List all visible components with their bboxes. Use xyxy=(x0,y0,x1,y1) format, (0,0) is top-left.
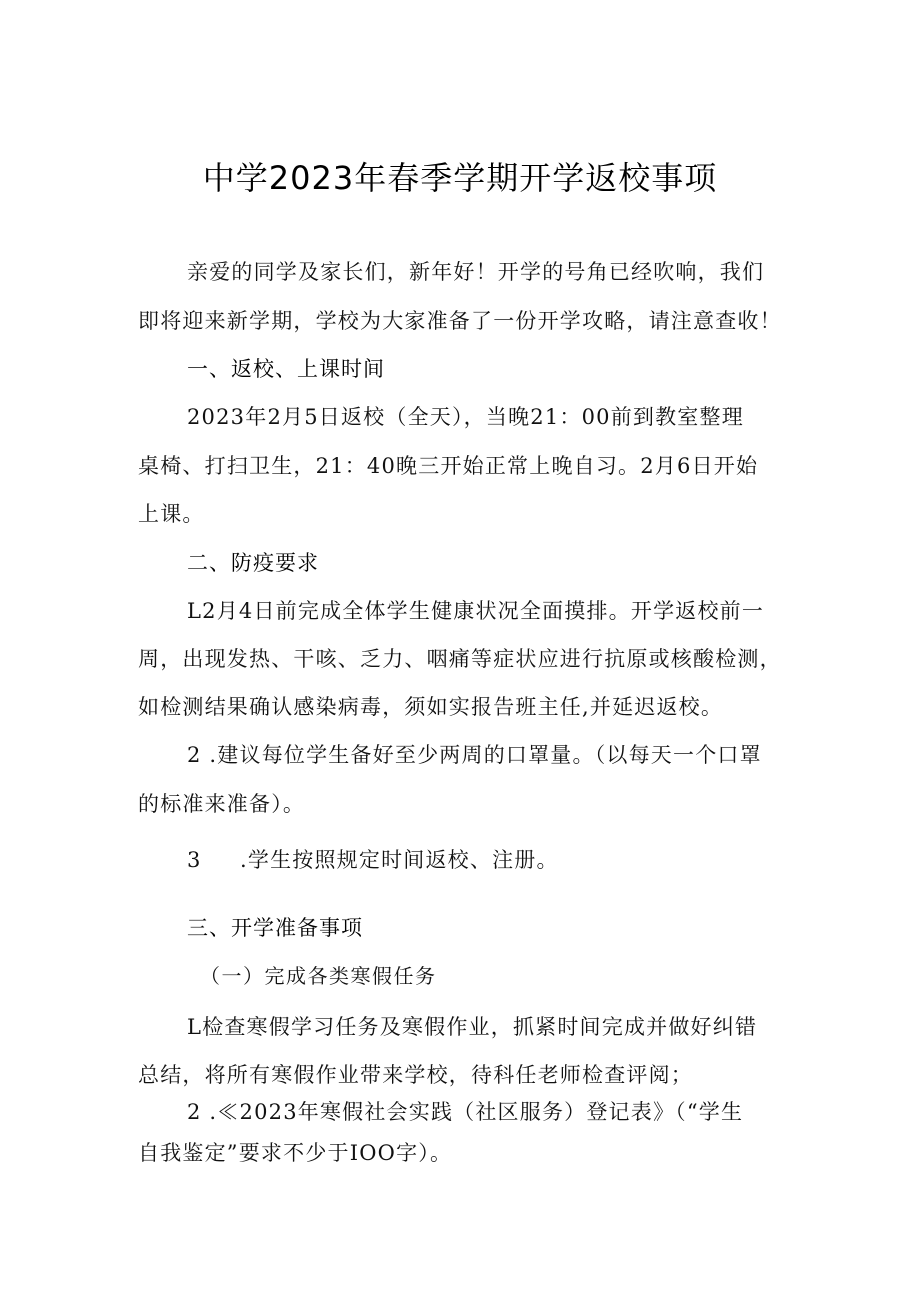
section-3-item-1-line-2: 总结，将所有寒假作业带来学校，待科任老师检查评阅； xyxy=(138,1063,693,1087)
section-2-item-3-text: .学生按照规定时间返校、注册。 xyxy=(240,848,559,872)
section-1-line-1: 2023年2月5日返校（全天），当晚21：00前到教室整理 xyxy=(187,405,744,429)
section-1-heading: 一、返校、上课时间 xyxy=(187,357,385,381)
section-1-line-3: 上课。 xyxy=(138,502,205,526)
section-2-heading: 二、防疫要求 xyxy=(187,551,319,575)
section-2-item-1-line-3: 如检测结果确认感染病毒，须如实报告班主任,并延迟返校。 xyxy=(138,695,724,719)
section-2-item-3-number: 3 xyxy=(187,848,201,872)
section-2-item-1-line-2: 周，出现发热、干咳、乏力、咽痛等症状应进行抗原或核酸检测， xyxy=(138,647,782,671)
section-3-subheading: （一）完成各类寒假任务 xyxy=(200,964,437,988)
section-3-item-1-line-1: L检查寒假学习任务及寒假作业，抓紧时间完成并做好纠错 xyxy=(187,1015,758,1039)
section-3-heading: 三、开学准备事项 xyxy=(187,916,363,940)
section-2-item-1-line-1: L2月4日前完成全体学生健康状况全面摸排。开学返校前一 xyxy=(187,599,765,623)
intro-line-2: 即将迎来新学期，学校为大家准备了一份开学攻略，请注意查收！ xyxy=(138,309,782,333)
section-2-item-2-line-1: 2 .建议每位学生备好至少两周的口罩量。（以每天一个口罩 xyxy=(187,743,762,767)
section-3-item-2-line-2: 自我鉴定”要求不少于IOO字）。 xyxy=(138,1141,453,1165)
section-3-item-2-line-1: 2 .≪2023年寒假社会实践（社区服务）登记表》（“学生 xyxy=(187,1100,744,1124)
section-1-line-2: 桌椅、打扫卫生，21：40晚三开始正常上晚自习。2月6日开始 xyxy=(138,454,759,478)
section-2-item-2-line-2: 的标准来准备）。 xyxy=(138,792,306,816)
document-title: 中学2023年春季学期开学返校事项 xyxy=(202,159,718,197)
intro-line-1: 亲爱的同学及家长们，新年好！开学的号角已经吹响，我们 xyxy=(187,260,765,284)
